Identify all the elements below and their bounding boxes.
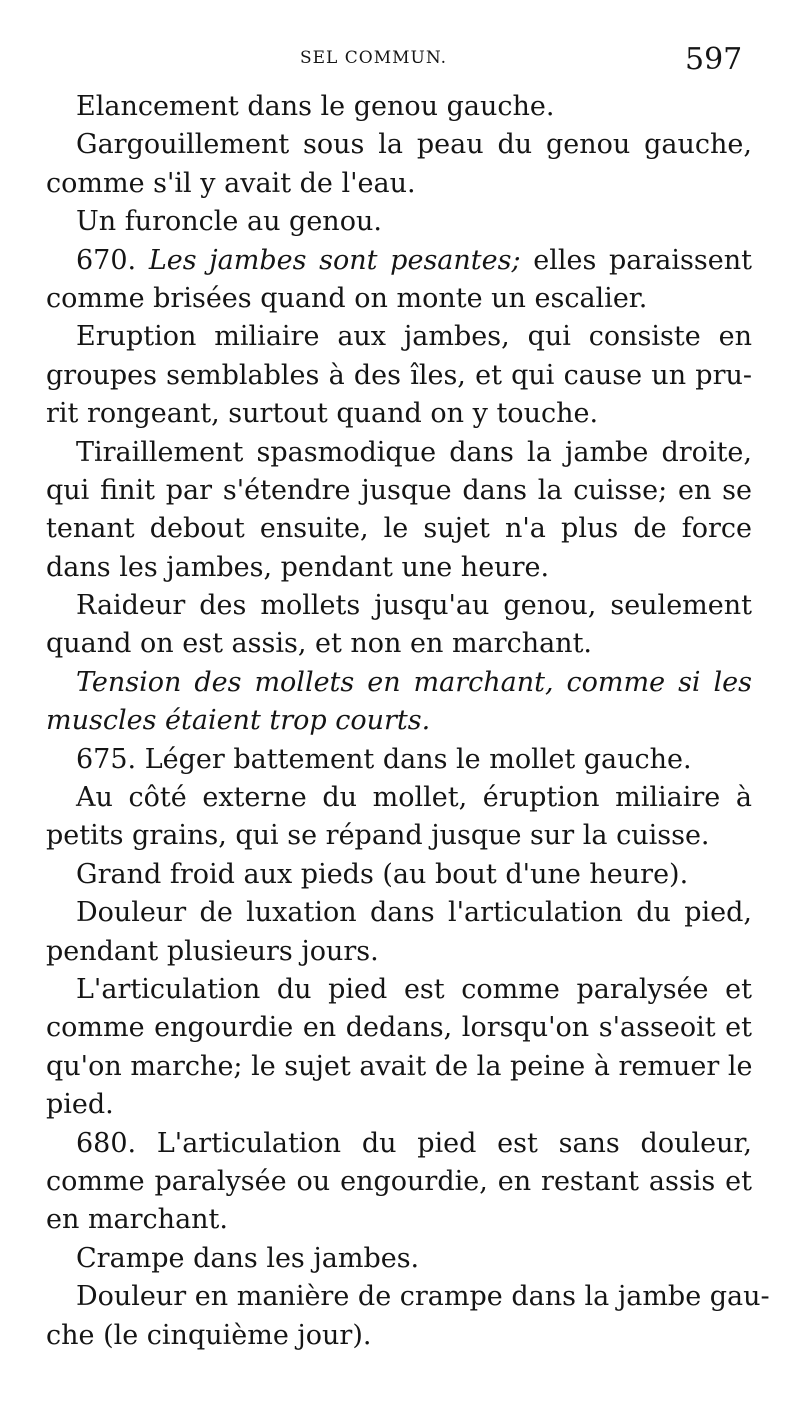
line-text: tenant debout ensuite, le sujet n'a plus de force xyxy=(46,513,752,545)
text-line xyxy=(46,1240,752,1278)
line-text: Elancement dans le genou gauche. xyxy=(76,91,555,122)
text-line xyxy=(46,1048,752,1086)
line-text: quand on est assis, et non en marchant. xyxy=(46,628,592,660)
text-line xyxy=(46,549,752,587)
line-text: qu'on marche; le sujet avait de la peine à remuer le xyxy=(46,1050,753,1082)
text-line xyxy=(46,126,752,164)
line-text: L'articulation du pied est comme paralysée et xyxy=(76,973,752,1005)
line-text: Grand froid aux pieds (au bout d'une heure). xyxy=(76,858,689,890)
text-line xyxy=(46,664,752,702)
line-text: Gargouillement sous la peau du genou gauche, xyxy=(76,129,752,161)
text-line xyxy=(46,779,752,817)
line-text: pendant plusieurs jours. xyxy=(46,935,379,967)
line-text: groupes semblables à des îles, et qui cause un pru- xyxy=(46,359,752,391)
text-line xyxy=(46,1163,752,1201)
line-text: comme paralysée ou engourdie, en restant assis et xyxy=(46,1165,752,1197)
line-text: Crampe dans les jambes. xyxy=(76,1242,420,1274)
text-line xyxy=(46,856,752,894)
text-line xyxy=(46,1125,752,1163)
line-text: pied. xyxy=(46,1089,114,1121)
text-line xyxy=(46,971,752,1009)
text-line xyxy=(46,318,752,356)
text-line xyxy=(46,88,752,126)
text-line xyxy=(46,357,752,395)
text-line xyxy=(46,1086,752,1124)
text-line xyxy=(46,395,752,433)
line-text: Au côté externe du mollet, éruption miliaire à xyxy=(76,782,752,814)
text-line xyxy=(46,203,752,241)
text-line xyxy=(46,894,752,932)
text-line xyxy=(46,933,752,971)
line-text: comme s'il y avait de l'eau. xyxy=(46,167,416,199)
body-text xyxy=(46,88,770,1355)
text-line xyxy=(46,242,752,280)
text-line xyxy=(46,1317,752,1355)
text-line xyxy=(46,625,752,663)
text-line xyxy=(46,280,752,318)
line-text: 680. L'articulation du pied est sans douleur, xyxy=(76,1127,752,1159)
line-text: rit rongeant, surtout quand on y touche. xyxy=(46,398,599,430)
text-line xyxy=(46,434,752,472)
line-text: petits grains, qui se répand jusque sur la cuisse. xyxy=(46,820,710,852)
text-line xyxy=(46,817,752,855)
text-line xyxy=(46,165,752,203)
line-text: Douleur de luxation dans l'articulation du pied, xyxy=(76,897,752,929)
line-text: Raideur des mollets jusqu'au genou, seulement xyxy=(76,590,752,622)
line-text: Douleur en manière de crampe dans la jambe gau- xyxy=(76,1281,770,1313)
text-line xyxy=(46,1278,770,1316)
line-text: Tension des mollets en marchant, comme si les xyxy=(76,666,752,698)
text-line xyxy=(46,587,752,625)
line-text: comme brisées quand on monte un escalier. xyxy=(46,282,648,314)
text-line xyxy=(46,741,752,779)
line-text: qui finit par s'étendre jusque dans la cuisse; en se xyxy=(46,474,752,506)
line-text: muscles étaient trop courts. xyxy=(46,705,431,737)
line-text: en marchant. xyxy=(46,1204,228,1236)
text-line xyxy=(46,1201,752,1239)
line-text: 670. xyxy=(76,244,137,276)
line-text: Eruption miliaire aux jambes, qui consiste en xyxy=(76,321,752,353)
line-text-rest: elles paraissent xyxy=(533,244,752,276)
page-number: 597 xyxy=(685,42,743,77)
text-line xyxy=(46,510,752,548)
italic-phrase: Les jambes sont pesantes; xyxy=(148,244,521,276)
line-text: 675. Léger battement dans le mollet gauche. xyxy=(76,743,692,775)
line-text: dans les jambes, pendant une heure. xyxy=(46,551,550,583)
running-header xyxy=(0,42,800,86)
running-title: SEL COMMUN. xyxy=(300,48,448,68)
line-text: che (le cinquième jour). xyxy=(46,1319,372,1351)
text-line xyxy=(46,702,752,740)
line-text: Tiraillement spasmodique dans la jambe droite, xyxy=(76,436,752,468)
text-line xyxy=(46,472,752,510)
text-line xyxy=(46,1009,752,1047)
line-text: Un furoncle au genou. xyxy=(76,206,382,238)
line-text: comme engourdie en dedans, lorsqu'on s'asseoit et xyxy=(46,1012,752,1044)
